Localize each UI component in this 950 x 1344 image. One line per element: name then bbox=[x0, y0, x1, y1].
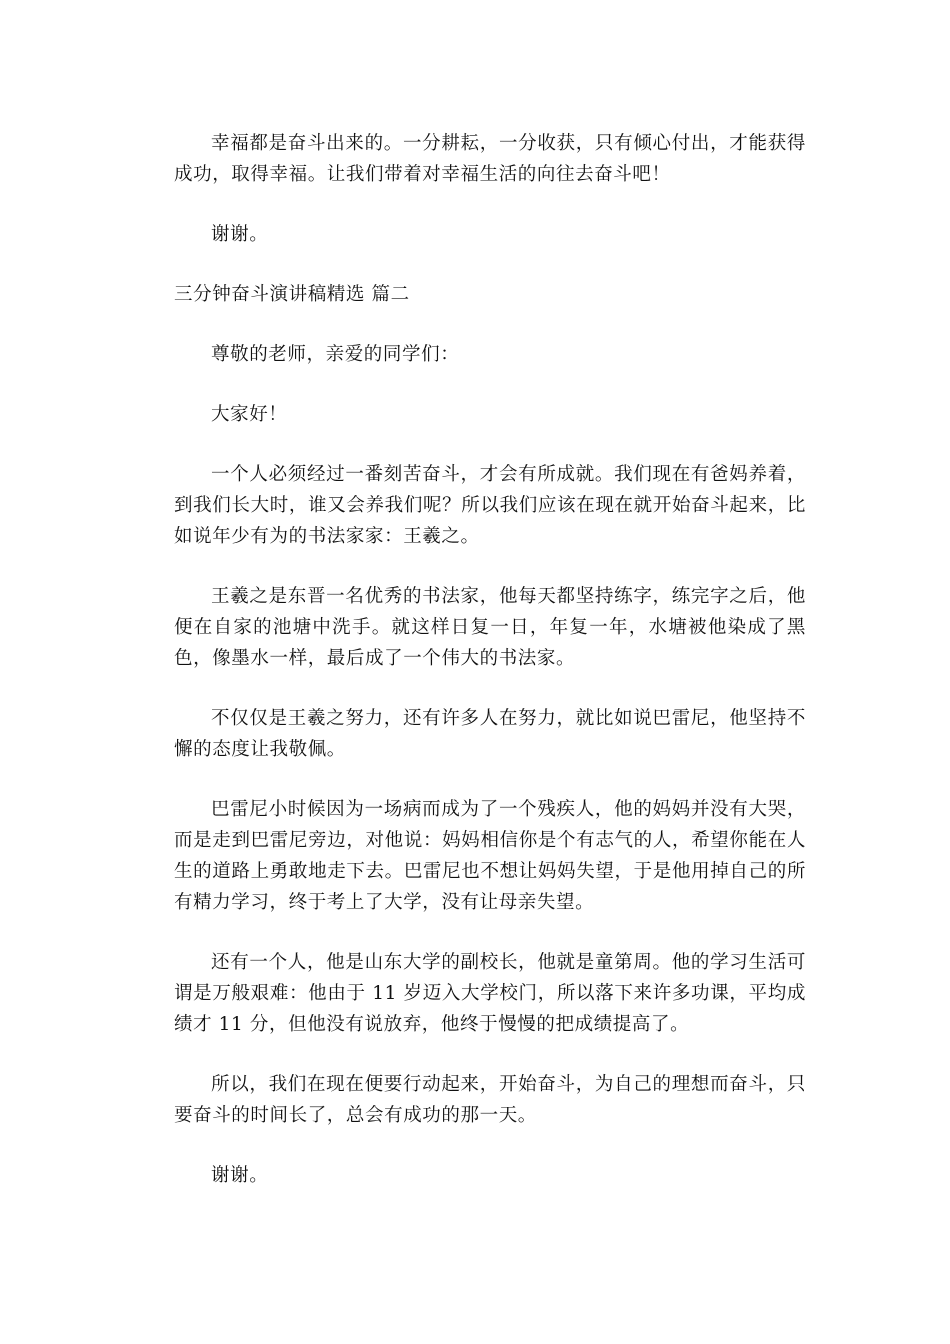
paragraph-wang-xizhi: 王羲之是东晋一名优秀的书法家，他每天都坚持练字，练完字之后，他便在自家的池塘中洗手。就这样日复一日，年复一年，水塘被他染成了黑色，像墨水一样，最后成了一个伟大的书法家。 bbox=[174, 586, 806, 669]
paragraph-thanks-2: 谢谢。 bbox=[211, 1165, 269, 1186]
paragraph-barany-intro: 不仅仅是王羲之努力，还有许多人在努力，就比如说巴雷尼，他坚持不懈的态度让我敬佩。 bbox=[174, 708, 806, 760]
paragraph-salutation: 尊敬的老师，亲爱的同学们： bbox=[211, 344, 460, 365]
paragraph-greeting: 大家好！ bbox=[211, 404, 288, 425]
paragraph-conclusion: 所以，我们在现在便要行动起来，开始奋斗，为自己的理想而奋斗，只要奋斗的时间长了，总会有成功的那一天。 bbox=[174, 1074, 806, 1126]
paragraph-tong-dizhou: 还有一个人，他是山东大学的副校长，他就是童第周。他的学习生活可谓是万般艰难：他由于 11 岁迈入大学校门，所以落下来许多功课，平均成绩才 11 分，但他没有说放弃，他终于慢慢的把成绩提高了。 bbox=[174, 952, 806, 1035]
paragraph-barany-story: 巴雷尼小时候因为一场病而成为了一个残疾人，他的妈妈并没有大哭，而是走到巴雷尼旁边，对他说：妈妈相信你是个有志气的人，希望你能在人生的道路上勇敢地走下去。巴雷尼也不想让妈妈失望，于是他用掉自己的所有精力学习，终于考上了大学，没有让母亲失望。 bbox=[174, 799, 806, 913]
paragraph-happiness: 幸福都是奋斗出来的。一分耕耘，一分收获，只有倾心付出，才能获得成功，取得幸福。让我们带着对幸福生活的向往去奋斗吧！ bbox=[174, 133, 806, 185]
paragraph-struggle-intro: 一个人必须经过一番刻苦奋斗，才会有所成就。我们现在有爸妈养着，到我们长大时，谁又会养我们呢？所以我们应该在现在就开始奋斗起来，比如说年少有为的书法家家：王羲之。 bbox=[174, 464, 806, 547]
section-heading: 三分钟奋斗演讲稿精选 篇二 bbox=[174, 284, 410, 305]
paragraph-thanks-1: 谢谢。 bbox=[211, 224, 269, 245]
document-body bbox=[174, 128, 806, 1220]
